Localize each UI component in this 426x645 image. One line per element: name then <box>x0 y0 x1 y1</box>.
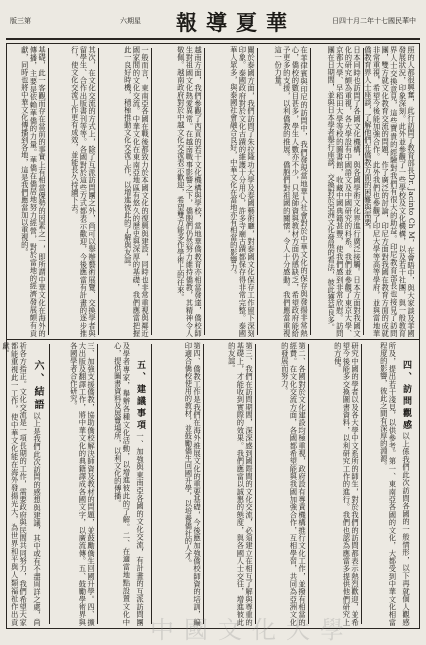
column-divider <box>98 48 99 335</box>
bottom-column-3: 第二、各國對於文化建設均極重視，政府設有專責機構推行文化工作，並撥有相當的經費。在文化交流方面，各國都希望能與我國加強合作，互相學習，共同為亞洲文化的發展而努力。 <box>280 342 307 626</box>
section-body: 一、加強與東南亞各國的文化交流，有計畫的互派訪問團及學者專家，舉辦各種文化活動，以增進彼此的了解。二、在適當地點設置文化中心，提供圖書資料及展覽場所，以利文化的傳播。 <box>113 342 145 626</box>
column-divider <box>49 344 50 624</box>
column-divider <box>257 48 258 335</box>
bottom-column-2: 研究中國的學者以及各大學中文系所的師生，對於我們的訪問都表示熱烈歡迎，並希望今後能多交換圖書資料，以利研究工作的進行。我們也認為應當多提供他們研究上的方便。 <box>333 342 360 626</box>
column-divider <box>48 48 49 335</box>
top-column-8: 基礎，此一客觀而存在當前的事實上有相當優勢的因素之一，即所謂中華文化在海外的傳播，主要是依賴華僑的力量。華僑在僑居地努力經營，對於當地的經濟發展頗有貢獻，同時也將中華文化傳播到各地，這是我們應當加以重視的。 <box>20 46 47 337</box>
top-article-row <box>7 44 419 340</box>
column-divider <box>308 344 309 624</box>
weekday-label: 六期星 <box>120 17 141 25</box>
top-column-4: 關於泰國方面，我們訪問了朱拉隆功大學及泰國藝術廳，對泰國文化保存工作留下深刻印象。泰國政府對於文化古蹟的維護十分用心，許多寺廟古蹟都保存得非常完整。泰國華人眾多，與泰國社會融合良好，中華文化在當地亦有相當的影響力。 <box>229 46 256 337</box>
top-column-2: 日本同時也訪問了各國文化機構，與各國學術文化界進行廣泛接觸。日本方面對我國文化的研究頗為重視，各大學設有中國語文及中國研究的科系。我們並參觀了東京大學、京都大學、早稻田大學等校的圖書館，收藏中國典籍甚豐，使我們感到非常欣慰。訪問團在日期間，並與日本學者舉行座談，交換對於亞洲文化發展的看法，彼此獲益良多。 <box>327 46 362 337</box>
bottom-column-8 <box>1 342 47 626</box>
section-heading-recommendations: 五、建議事項 <box>135 360 145 432</box>
masthead-title: 報導夏華 <box>176 10 296 35</box>
page-number-label: 版三第 <box>10 17 31 25</box>
section-heading-conclusion: 六、結語 <box>32 360 43 412</box>
section-body: 以上係我們此次訪問各國的一般情形，以下再就個人觀感所及，提出若干淺見，以供參考。第一、東南亞各國的文化，大都受到中華文化相當程度的影響，彼此之間有深厚的淵源。 <box>379 342 411 626</box>
section-body: 以上是我們此次訪問的感想與建議，其中或有不盡周詳之處，尚祈各方指正。文化交流是一項長期的工作，需要政府與民間共同努力，我們希望大家都能重視此一工作，使中華文化能在海外發揚光大，為世界和平與人類福祉作出貢獻。 <box>1 342 42 626</box>
bottom-article-row <box>1 340 419 628</box>
column-divider <box>204 48 205 335</box>
bottom-column-1 <box>365 342 415 626</box>
column-divider <box>255 344 256 624</box>
column-divider <box>310 48 311 335</box>
column-divider <box>203 344 204 624</box>
issue-date: 日四十月二年十七國民華中 <box>332 17 416 25</box>
archive-watermark: 中國文化大學 <box>150 616 354 644</box>
top-column-5: 越南方面，我們參觀了西貢的若干文化機構與學校，當地華僑教育亦相當發達，僑校師生對祖國文化熱愛異常。在越南戰事影響之下，僑胞們仍然努力維持僑教，其精神令人敬佩。越南政府對於中越文化交流表示歡迎，希望雙方能多作學術上的往來。 <box>176 46 203 337</box>
bottom-column-6 <box>101 342 149 626</box>
article-page <box>1 43 420 629</box>
column-divider <box>151 48 152 335</box>
bottom-column-7: 三、加強支援僑教，協助僑校解決師資及教材的問題，並鼓勵僑生回國升學。四、擴大出版及翻譯工作，將中華文化的典籍譯成各國文字，以廣流傳。五、鼓勵學術界與各國學者合作研究。 <box>69 342 96 626</box>
newspaper-header <box>6 4 420 40</box>
column-divider <box>363 48 364 335</box>
bottom-column-5: 第四、僑教工作是我們在海外推展文化的重要基礎，今後應加強僑校師資的培訓，編印適合僑校使用的教材，並鼓勵僑生回國升學，以培養僑社的人才。 <box>184 342 202 626</box>
section-heading-visit-impressions: 四、訪問觀感 <box>401 360 411 432</box>
top-column-7: 其次，在文化交流的方式上，除了互派訪問團之外，尚可以舉辦藝術展覽、交換學者與留學生、合作出版書刊等等。各國對於這些方式都表示歡迎，今後應當有計畫的逐步推行，使文化交流工作更有成效，並能長久持續下去。 <box>70 46 97 337</box>
top-column-3: 在菲律賓與印尼的訪問中，我們發現當地華人社會對於中華文化的保存與發揚非常熱心，僑校的數目甚多，學生人數亦不少，只是師資與教材方面仍感缺乏，希望政府能給予更多的支援，以利僑教的推展。僑胞們對祖國的關懷，令人十分感動。我們應當重視這一份力量。 <box>274 46 309 337</box>
column-divider <box>97 344 98 624</box>
column-divider <box>151 344 152 624</box>
bottom-column-4: 第三、我們在訪問期間，深深感到國際間的文化交流，必須建立在相互了解與尊重的基礎上，才能收到實際的效果。我們應當以誠懇的態度，與各國人士交往，增進彼此的友誼。 <box>227 342 254 626</box>
top-column-6: 一般而言，東南亞各國在戰後都致力於本國文化的復興與建設，同時也非常重視與鄰近國家間的文化交流。中華文化在東南亞地區有悠久的歷史與深厚的基礎，我們應當把握此一良好時機，積極推動文化交流工作，以增進彼此的了解與友誼。 <box>123 46 150 337</box>
top-column-1: 照的人都很興奮，此行訪問了教育部長Dr. Jacinto Ch M，在會晤中，與大家談及菲國發展狀況，印象深刻。此外並參觀了一些學校及文化機構，以及若干社團，與一般教育界人士交換意見，這些寶貴的經驗對我們有很大的助益。印尼教育部長也接見了訪問團，雙方就文化教育交流的問題，作了廣泛的討論，印尼方面對我國在教育方面的成就非常重視，希望今後能加強合作。此外我們也參觀了印尼大學等高等學府，並與當地華僑教育界人士座談，了解他們在僑教方面的困難與需要。 <box>363 46 416 337</box>
column-divider <box>361 344 362 624</box>
